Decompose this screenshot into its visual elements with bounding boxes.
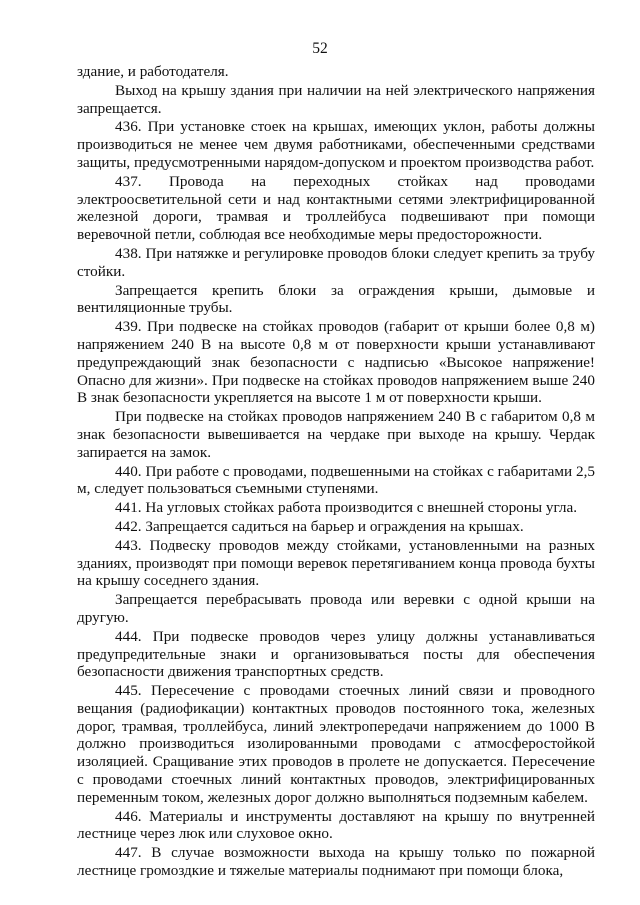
paragraph-443-prohibition: Запрещается перебрасывать провода или веревки с одной крыши на другую. xyxy=(77,591,595,626)
paragraph-439-attic-sign: При подвеске на стойках проводов напряжением 240 В с габаритом 0,8 м знак безопасности вывешивается на чердаке при выходе на крышу. Чердак запирается на замок. xyxy=(77,408,595,461)
paragraph-continuation: здание, и работодателя. xyxy=(77,63,229,80)
paragraph-447: 447. В случае возможности выхода на крышу только по пожарной лестнице громоздкие и тяжелые материалы поднимают при помощи блока, xyxy=(77,844,595,880)
paragraph-442: 442. Запрещается садиться на барьер и ограждения на крышах. xyxy=(115,517,524,535)
page-number: 52 xyxy=(312,40,328,57)
paragraph-440: 440. При работе с проводами, подвешенными на стойках с габаритами 2,5 м, следует пользоваться съемными ступенями. xyxy=(77,462,595,498)
paragraph-437: 437. Провода на переходных стойках над проводами электроосветительной сети и над контактными сетями электрифицированной железной дороги, трамвая и троллейбуса подвешивают при помощи веревочной петли, соблюдая все необходимые меры предосторожности. xyxy=(77,172,595,244)
document-body xyxy=(77,63,595,881)
paragraph-439: 439. При подвеске на стойках проводов (габарит от крыши более 0,8 м) напряжением 240 В на высоте 0,8 м от поверхности крыши устанавливают предупреждающий знак безопасности с надписью «Высокое напряжение! Опасно для жизни». При подвеске на стойках проводов напряжением выше 240 В знак безопасности укрепляется на высоте 1 м от поверхности крыши. xyxy=(77,318,595,407)
paragraph-roof-exit-prohibition: Выход на крышу здания при наличии на ней электрического напряжения запрещается. xyxy=(77,81,595,117)
paragraph-438-prohibition: Запрещается крепить блоки за ограждения крыши, дымовые и вентиляционные трубы. xyxy=(77,281,595,317)
paragraph-438: 438. При натяжке и регулировке проводов блоки следует крепить за трубу стойки. xyxy=(77,244,595,280)
paragraph-446: 446. Материалы и инструменты доставляют на крышу по внутренней лестнице через люк или слуховое окно. xyxy=(77,807,595,843)
paragraph-445: 445. Пересечение с проводами стоечных линий связи и проводного вещания (радиофикации) контактных проводов постоянного тока, железных дорог, трамвая, троллейбуса, линий электропередачи напряжением до 1000 В должно производиться изолированными проводами с атмосферостойкой изоляцией. Сращивание этих проводов в пролете не допускается. Пересечение с проводами стоечных линий контактных проводов, электрифицированных переменным током, железных дорог должно выполняться подземным кабелем. xyxy=(77,682,595,806)
paragraph-436: 436. При установке стоек на крышах, имеющих уклон, работы должны производиться не менее чем двумя работниками, обеспеченными средствами защиты, предусмотренными нарядом-допуском и проектом производства работ. xyxy=(77,118,595,171)
paragraph-444: 444. При подвеске проводов через улицу должны устанавливаться предупредительные знаки и организовываться посты для обеспечения безопасности движения транспортных средств. xyxy=(77,627,595,681)
paragraph-443: 443. Подвеску проводов между стойками, установленными на разных зданиях, производят при помощи веревок перетягиванием конца провода бухты на крышу соседнего здания. xyxy=(77,536,595,590)
paragraph-441: 441. На угловых стойках работа производится с внешней стороны угла. xyxy=(115,499,578,517)
